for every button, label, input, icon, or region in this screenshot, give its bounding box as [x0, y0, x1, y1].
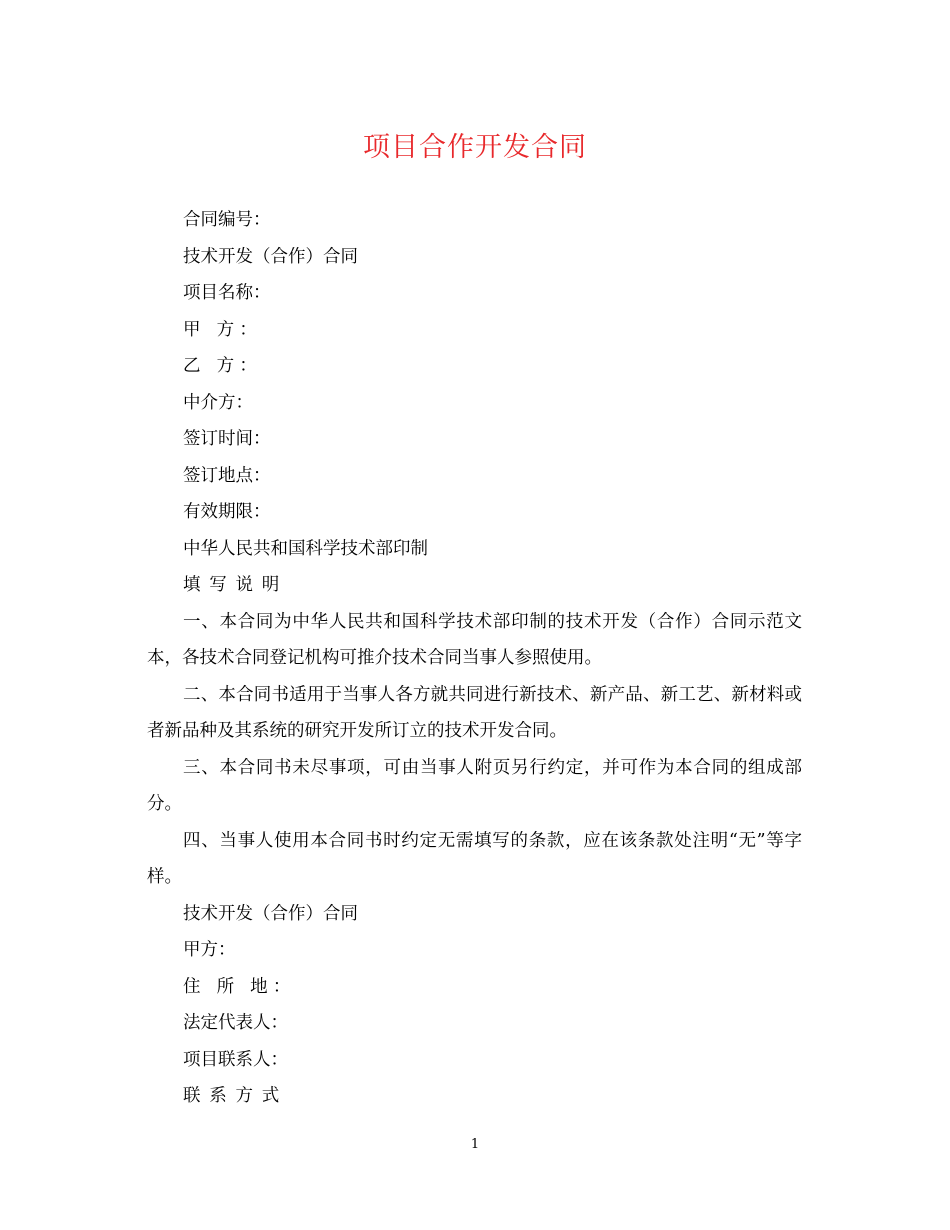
field-legal-representative: 法定代表人：: [183, 1013, 288, 1033]
field-contact-method: 联系方式: [183, 1086, 288, 1106]
contract-type-heading: 技术开发（合作）合同: [183, 246, 358, 267]
field-signing-place: 签订地点：: [183, 465, 271, 486]
field-validity-period: 有效期限：: [183, 502, 271, 522]
page-number: 1: [470, 1137, 480, 1152]
field-signing-time: 签订时间：: [183, 429, 271, 449]
field-project-contact: 项目联系人：: [183, 1049, 288, 1070]
field-party-b: 乙 方：: [183, 356, 263, 376]
instruction-item-4: 四、当事人使用本合同书时约定无需填写的条款，应在该条款处注明“无”等字样。: [147, 830, 802, 887]
document-title: 项目合作开发合同: [363, 132, 587, 163]
instruction-item-3: 三、本合同书未尽事项，可由当事人附页另行约定，并可作为本合同的组成部分。: [147, 757, 802, 814]
instruction-item-2: 二、本合同书适用于当事人各方就共同进行新技术、新产品、新工艺、新材料或者新品种及其系统的研究开发所订立的技术开发合同。: [147, 684, 802, 741]
field-party-a-detail: 甲方：: [183, 940, 236, 960]
field-project-name: 项目名称：: [183, 283, 271, 303]
field-party-a: 甲 方：: [183, 319, 263, 340]
party-section-title: 技术开发（合作）合同: [183, 903, 358, 924]
field-intermediary: 中介方：: [183, 392, 253, 413]
printed-by-line: 中华人民共和国科学技术部印制: [183, 538, 428, 559]
document-body: [147, 202, 802, 1115]
field-address: 住 所 地：: [183, 976, 296, 997]
instructions-title: 填写说明: [183, 575, 288, 595]
instruction-item-1: 一、本合同为中华人民共和国科学技术部印制的技术开发（合作）合同示范文本，各技术合同登记机构可推介技术合同当事人参照使用。: [147, 611, 802, 668]
field-contract-number: 合同编号：: [183, 210, 271, 230]
